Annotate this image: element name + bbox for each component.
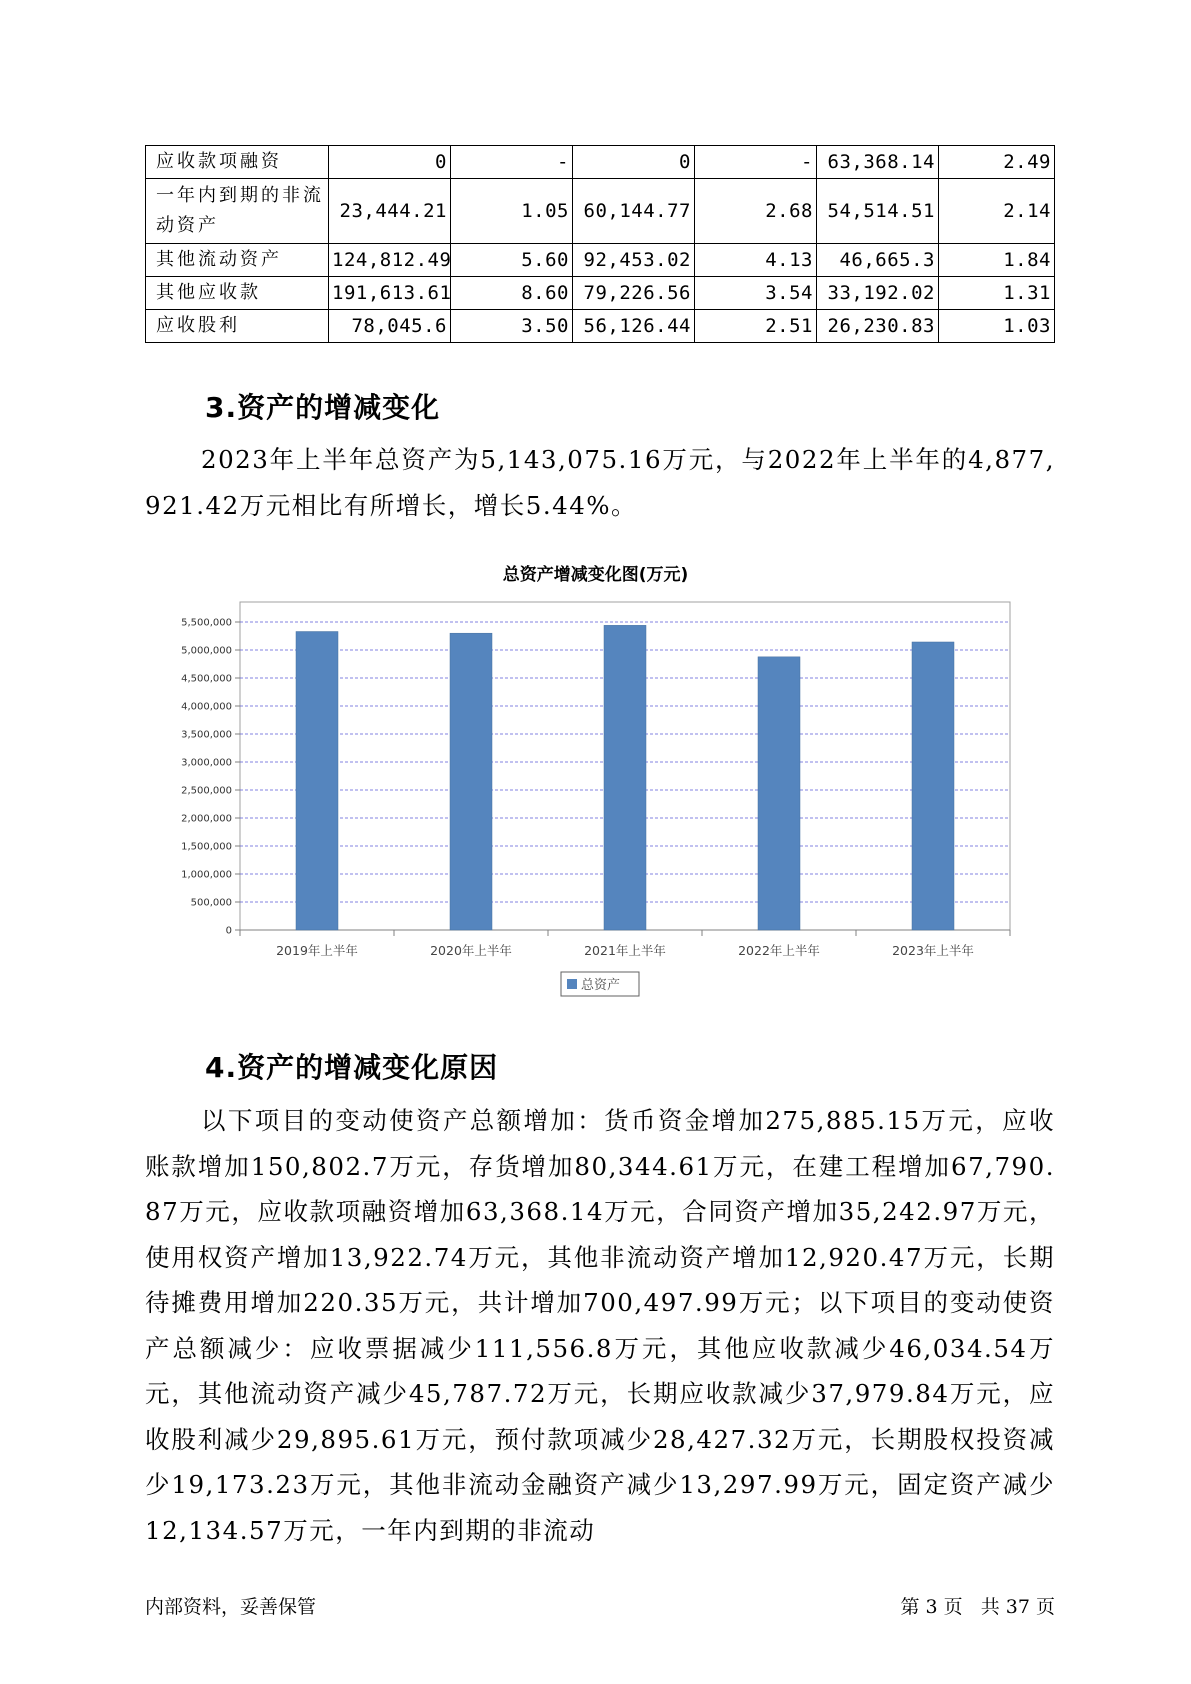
cell: 0 <box>329 146 451 179</box>
cell: 8.60 <box>451 277 573 310</box>
legend-swatch <box>567 979 577 989</box>
x-tick-label: 2022年上半年 <box>738 943 820 958</box>
cell: 79,226.56 <box>573 277 695 310</box>
cell: 78,045.6 <box>329 310 451 343</box>
table-row <box>146 146 1055 179</box>
footer-page-number: 第 3 页 共 37 页 <box>900 1596 1055 1618</box>
y-tick-label: 3,500,000 <box>181 729 232 741</box>
cell: 124,812.49 <box>329 244 451 277</box>
x-tick-label: 2021年上半年 <box>584 943 666 958</box>
section-4-heading: 4.资产的增减变化原因 <box>205 1051 499 1084</box>
cell: - <box>695 146 817 179</box>
y-tick-label: 5,000,000 <box>181 645 232 657</box>
cell: 54,514.51 <box>817 179 939 244</box>
chart-title: 总资产增减变化图(万元) <box>502 565 689 585</box>
x-tick-label: 2019年上半年 <box>276 943 358 958</box>
cell: 56,126.44 <box>573 310 695 343</box>
cell: 33,192.02 <box>817 277 939 310</box>
y-tick-label: 3,000,000 <box>181 757 232 769</box>
cell: 1.84 <box>939 244 1055 277</box>
bar <box>758 657 800 930</box>
row-name: 应收股利 <box>146 310 329 343</box>
cell: 26,230.83 <box>817 310 939 343</box>
y-tick-label: 0 <box>225 925 232 937</box>
bar <box>912 642 954 930</box>
table-row <box>146 179 1055 244</box>
cell: 1.31 <box>939 277 1055 310</box>
cell: 1.03 <box>939 310 1055 343</box>
cell: 3.50 <box>451 310 573 343</box>
cell: 63,368.14 <box>817 146 939 179</box>
section-3-paragraph: 2023年上半年总资产为5,143,075.16万元，与2022年上半年的4,877,921.42万元相比有所增长，增长5.44%。 <box>145 445 1055 520</box>
cell: 1.05 <box>451 179 573 244</box>
row-name: 其他应收款 <box>146 277 329 310</box>
cell: 4.13 <box>695 244 817 277</box>
bar <box>604 625 646 930</box>
y-tick-label: 2,500,000 <box>181 785 232 797</box>
y-tick-label: 4,500,000 <box>181 673 232 685</box>
row-name: 其他流动资产 <box>146 244 329 277</box>
x-tick-label: 2023年上半年 <box>892 943 974 958</box>
row-name: 应收款项融资 <box>146 146 329 179</box>
cell: 23,444.21 <box>329 179 451 244</box>
y-tick-label: 2,000,000 <box>181 813 232 825</box>
y-tick-label: 5,500,000 <box>181 617 232 629</box>
financial-table <box>145 145 1055 343</box>
y-tick-label: 4,000,000 <box>181 701 232 713</box>
x-tick-label: 2020年上半年 <box>430 943 512 958</box>
cell: 2.49 <box>939 146 1055 179</box>
cell: 2.68 <box>695 179 817 244</box>
cell: 92,453.02 <box>573 244 695 277</box>
section-4-paragraph: 以下项目的变动使资产总额增加：货币资金增加275,885.15万元，应收账款增加150,802.7万元，存货增加80,344.61万元，在建工程增加67,790.87万元，应收款项融资增加63,368.14万元，合同资产增加35,242.97万元，使用权资产增加13,922.74万元，其他非流动资产增加12,920.47万元，长期待摊费用增加220.35万元，共计增加700,497.99万元；以下项目的变动使资产总额减少：应收票据减少111,556.8万元，其他应收款减少46,034.54万元，其他流动资产减少45,787.72万元，长期应收款减少37,979.84万元，应收股利减少29,895.61万元，预付款项减少28,427.32万元，长期股权投资减少19,173.23万元，其他非流动金融资产减少13,297.99万元，固定资产减少12,134.57万元，一年内到期的非流动 <box>145 1106 1055 1545</box>
table-row <box>146 277 1055 310</box>
table-row <box>146 244 1055 277</box>
y-tick-label: 500,000 <box>190 897 232 909</box>
legend-label: 总资产 <box>581 978 621 993</box>
bar <box>296 632 338 930</box>
cell: 46,665.3 <box>817 244 939 277</box>
cell: 191,613.61 <box>329 277 451 310</box>
total-assets-bar-chart <box>165 596 1025 1016</box>
cell: 0 <box>573 146 695 179</box>
row-name: 一年内到期的非流动资产 <box>146 179 329 244</box>
section-3-heading: 3.资产的增减变化 <box>205 391 441 424</box>
table-row <box>146 310 1055 343</box>
footer-confidential-note: 内部资料，妥善保管 <box>145 1596 317 1618</box>
cell: 3.54 <box>695 277 817 310</box>
cell: 5.60 <box>451 244 573 277</box>
cell: 60,144.77 <box>573 179 695 244</box>
cell: 2.14 <box>939 179 1055 244</box>
cell: - <box>451 146 573 179</box>
y-tick-label: 1,500,000 <box>181 841 232 853</box>
y-tick-label: 1,000,000 <box>181 869 232 881</box>
cell: 2.51 <box>695 310 817 343</box>
bar <box>450 633 492 930</box>
